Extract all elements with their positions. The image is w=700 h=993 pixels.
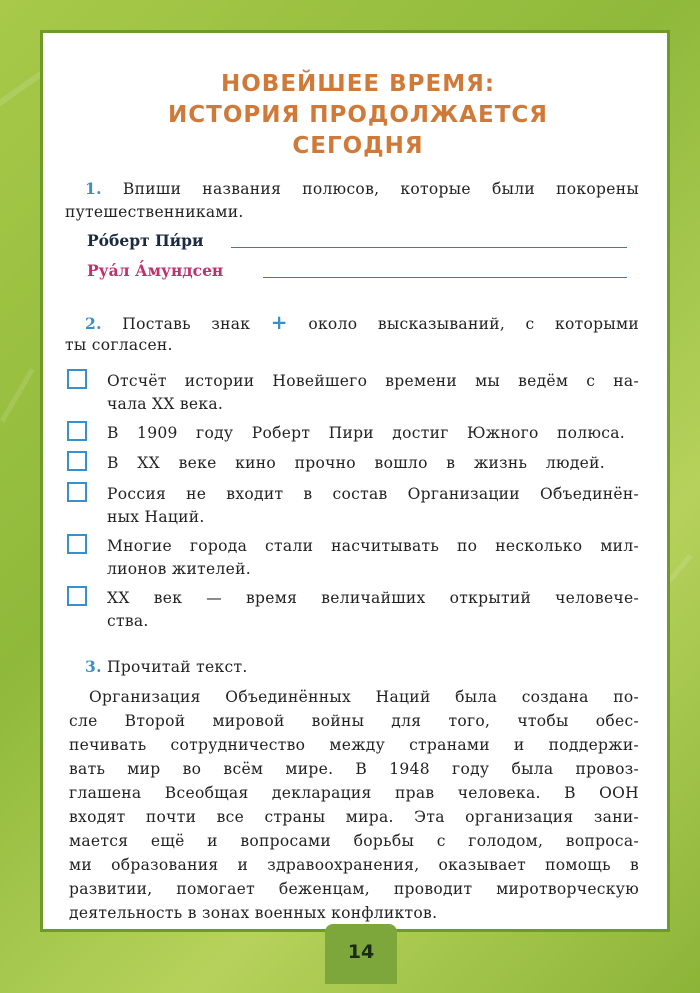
statement-6-line-1: XX век — время величайших открытий человече- xyxy=(107,589,639,607)
task2-number: 2. xyxy=(85,314,102,333)
statement-checkbox-5[interactable] xyxy=(67,534,87,554)
paragraph-line: развитии, помогает беженцам, проводит миротворческую xyxy=(69,880,639,898)
answer-line-peary[interactable] xyxy=(231,247,627,248)
task2-line-2: ты согласен. xyxy=(65,336,173,354)
task1-line-2: путешественниками. xyxy=(65,203,244,221)
task2-prefix: Поставь знак xyxy=(122,315,251,333)
paragraph-line: деятельность в зонах военных конфликтов. xyxy=(69,904,438,922)
task1-instruction: Впиши названия полюсов, которые были покорены xyxy=(122,180,639,198)
paragraph-line: сле Второй мировой войны для того, чтобы обес- xyxy=(69,712,639,730)
title-line-2: ИСТОРИЯ ПРОДОЛЖАЕТСЯ xyxy=(168,102,548,128)
paragraph-line: Организация Объединённых Наций была создана по- xyxy=(89,688,639,706)
task1-line-1 xyxy=(85,177,639,201)
explorer-name-peary: Ро́берт Пи́ри xyxy=(87,231,204,250)
statement-4-line-1: Россия не входит в состав Организации Объединён- xyxy=(107,485,639,503)
workbook-page xyxy=(40,30,670,932)
statement-5-line-2: лионов жителей. xyxy=(107,560,251,578)
paragraph-line: мается ещё и вопросами борьбы с голодом, вопроса- xyxy=(69,832,639,850)
page-number: 14 xyxy=(325,924,397,984)
task1-number: 1. xyxy=(85,179,102,198)
task3-heading-text: Прочитай текст. xyxy=(107,658,248,676)
answer-line-amundsen[interactable] xyxy=(263,277,627,278)
statement-checkbox-2[interactable] xyxy=(67,421,87,441)
explorer-name-amundsen: Руа́л А́мундсен xyxy=(87,261,224,280)
plus-sign-icon: + xyxy=(270,310,288,334)
task3-heading xyxy=(85,655,248,679)
page-title xyxy=(43,69,673,162)
statement-5-line-1: Многие города стали насчитывать по несколько мил- xyxy=(107,537,639,555)
statement-checkbox-3[interactable] xyxy=(67,451,87,471)
title-line-1: НОВЕЙШЕЕ ВРЕМЯ: xyxy=(220,71,496,97)
paragraph-line: глашена Всеобщая декларация прав человека. В ООН xyxy=(69,784,639,802)
statement-1-line-2: чала XX века. xyxy=(107,395,224,413)
paragraph-line: печивать сотрудничество между странами и поддержи- xyxy=(69,736,639,754)
statement-2-line-1: В 1909 году Роберт Пири достиг Южного полюса. xyxy=(107,424,625,442)
statement-1-line-1: Отсчёт истории Новейшего времени мы ведём с на- xyxy=(107,372,639,390)
statement-3-line-1: В XX веке кино прочно вошло в жизнь людей. xyxy=(107,454,605,472)
paragraph-line: вать мир во всём мире. В 1948 году была провоз- xyxy=(69,760,639,778)
paragraph-line: ми образования и здравоохранения, оказывает помощь в xyxy=(69,856,639,874)
statement-6-line-2: ства. xyxy=(107,612,149,630)
statement-checkbox-6[interactable] xyxy=(67,586,87,606)
statement-4-line-2: ных Наций. xyxy=(107,508,205,526)
title-line-3: СЕГОДНЯ xyxy=(292,133,424,159)
task2-suffix: около высказываний, с которыми xyxy=(308,315,639,333)
paragraph-line: входят почти все страны мира. Эта организация зани- xyxy=(69,808,639,826)
statement-checkbox-4[interactable] xyxy=(67,482,87,502)
statement-checkbox-1[interactable] xyxy=(67,369,87,389)
task3-number: 3. xyxy=(85,657,102,676)
